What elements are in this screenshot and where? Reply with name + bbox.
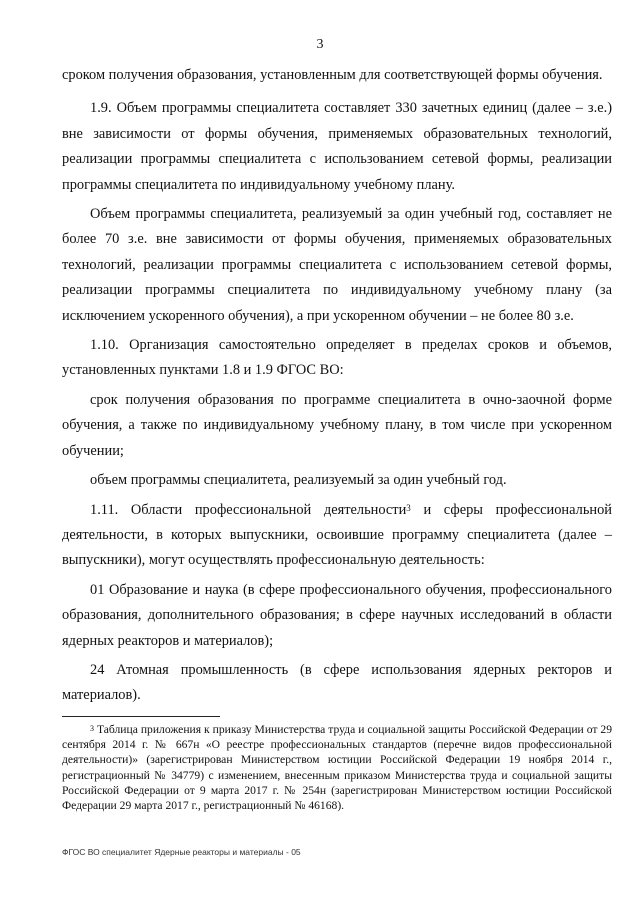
footnote [62,722,612,813]
main-text [62,63,612,713]
running-footer: ФГОС ВО специалитет Ядерные реакторы и материалы - 05 [62,847,301,857]
paragraph-1-11 [62,498,612,574]
footnote-reference: 3 [406,502,411,513]
paragraph-1-11-start: 1.11. Области профессиональной деятельности [90,501,407,518]
paragraph-annual-volume: Объем программы специалитета, реализуемый за один учебный год, составляет не более 70 з.е. вне зависимости от формы обучения, применяемых образовательных технологий, реализации программы специалитета с использованием сетевой формы, реализации программы специалитета по индивидуальному учебному плану (за исключением ускоренного обучения), а при ускоренном обучении – не более 80 з.е. [62,206,612,324]
footnote-separator [62,716,220,717]
paragraph-program-volume: объем программы специалитета, реализуемый за один учебный год. [90,472,507,489]
page-number: 3 [316,37,324,52]
paragraph-1-11-end: и сферы профессиональной деятельности, в которых выпускники, освоившие программу специалитета (далее – выпускники), могут осуществлять профессиональную деятельность: [62,501,612,569]
paragraph-area-24: 24 Атомная промышленность (в сфере использования ядерных ректоров и материалов). [62,661,612,704]
paragraph-continuation: сроком получения образования, установленным для соответствующей формы обучения. [62,67,603,83]
footnote-text: Таблица приложения к приказу Министерства труда и социальной защиты Российской Федерации от 29 сентября 2014 г. № 667н «О реестре профессиональных стандартов (перечне видов профессиональной деятельности)» (зарегистрирован Министерством юстиции Российской Федерации 19 ноября 2014 г., регистрационный № 34779) с изменением, внесенным приказом Министерства труда и социальной защиты Российской Федерации от 9 марта 2017 г. № 254н (зарегистрирован Министерством юстиции Российской Федерации 29 марта 2017 г., регистрационный № 46168). [62,723,612,813]
paragraph-1-9: 1.9. Объем программы специалитета составляет 330 зачетных единиц (далее – з.е.) вне зависимости от формы обучения, применяемых образовательных технологий, реализации программы специалитета с использованием сетевой формы, реализации программы специалитета по индивидуальному учебному плану. [62,100,612,193]
paragraph-area-01: 01 Образование и наука (в сфере профессионального обучения, профессионального образования, дополнительного образования; в сфере научных исследований в области ядерных реакторов и материалов); [62,581,612,649]
footnote-mark: 3 [90,724,94,733]
paragraph-1-10: 1.10. Организация самостоятельно определяет в пределах сроков и объемов, установленных пунктами 1.8 и 1.9 ФГОС ВО: [62,337,612,379]
paragraph-study-period: срок получения образования по программе специалитета в очно-заочной форме обучения, а также по индивидуальному учебному плану, в том числе при ускоренном обучении; [62,391,612,459]
